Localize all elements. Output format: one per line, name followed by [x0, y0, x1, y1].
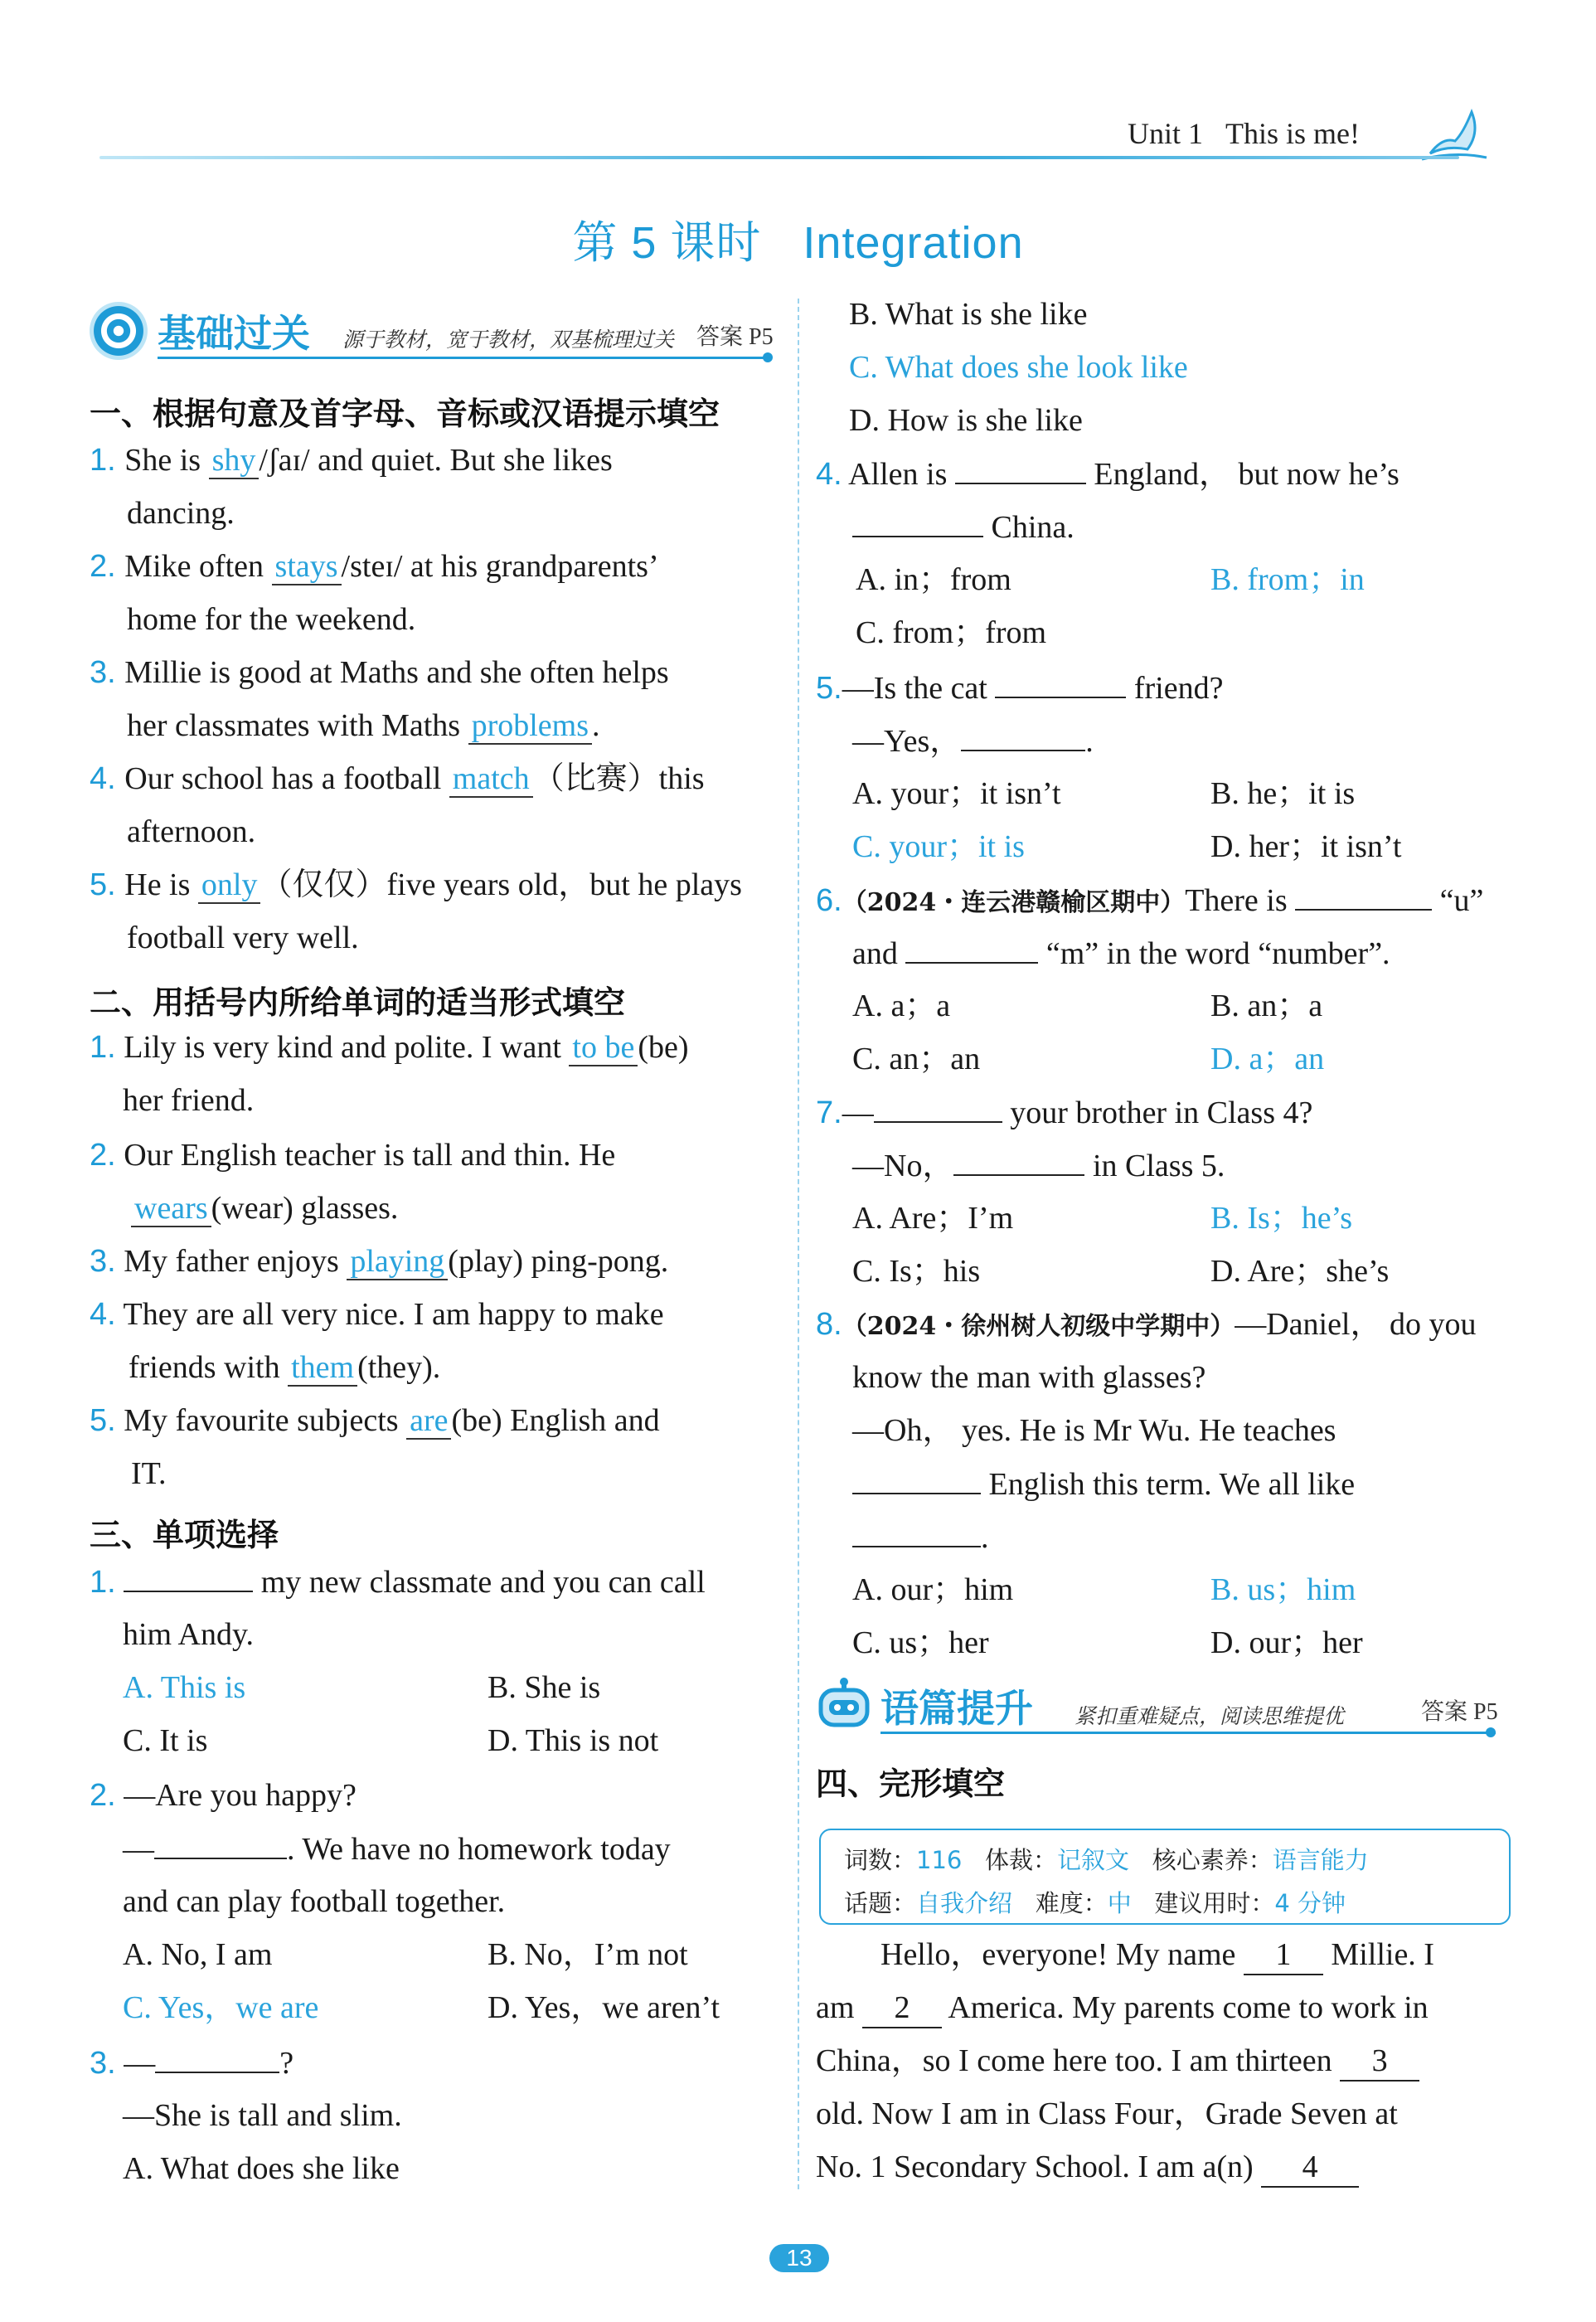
- p3-q3-line1: [90, 2043, 293, 2082]
- text: Millie. I: [1322, 1937, 1434, 1972]
- passage-line: [816, 1989, 1429, 2028]
- column-divider: [798, 299, 799, 2189]
- p1-q2-line2: [127, 600, 415, 639]
- option-d[interactable]: D. How is she like: [849, 403, 1083, 438]
- option-c-correct[interactable]: C. What does she look like: [849, 350, 1188, 385]
- text: Our school has a football: [124, 761, 449, 796]
- value: 自我介绍: [916, 1889, 1013, 1917]
- text: America. My parents come to work in: [941, 1990, 1429, 2025]
- p2-q1-line2: her friend.: [123, 1083, 255, 1118]
- answer: them: [288, 1350, 357, 1387]
- label: 体裁：: [985, 1846, 1058, 1874]
- option-d[interactable]: D. This is not: [488, 1723, 659, 1758]
- answer-blank[interactable]: [124, 1562, 253, 1592]
- robot-icon: [816, 1675, 872, 1732]
- answer: problems: [468, 708, 592, 745]
- option-b[interactable]: B. No，I’m not: [488, 1937, 688, 1972]
- p3-q2-line3: and can play football together.: [123, 1884, 506, 1919]
- text: dancing.: [127, 496, 235, 531]
- text: friends with: [129, 1350, 289, 1385]
- option-a-correct[interactable]: A. This is: [123, 1670, 246, 1705]
- label: 核心素养：: [1152, 1846, 1273, 1874]
- p1-q5-line1: [90, 866, 742, 904]
- label: 难度：: [1035, 1889, 1108, 1917]
- option-d[interactable]: D. her；it isn’t: [1210, 829, 1402, 864]
- p1-q2-line1: [90, 547, 659, 585]
- value: 记叙文: [1057, 1846, 1130, 1874]
- p1-q5-line2: [127, 919, 359, 957]
- text: (they).: [357, 1350, 441, 1385]
- text: “u”: [1432, 883, 1484, 918]
- text: —: [842, 1095, 874, 1130]
- text: friend?: [1126, 671, 1224, 706]
- p3-q8-line4: [852, 1465, 1355, 1503]
- cloze-blank[interactable]: 1: [1244, 1936, 1323, 1975]
- banner-title: 语篇提升: [880, 1686, 1033, 1731]
- part4-heading: 四、完形填空: [816, 1766, 1006, 1802]
- option-a[interactable]: A. in；from: [856, 562, 1011, 597]
- p1-q3-line1: [90, 653, 669, 692]
- answer-blank[interactable]: [995, 668, 1126, 698]
- info-row-2: [844, 1885, 1346, 1919]
- option-a[interactable]: A. Are；I’m: [852, 1201, 1014, 1236]
- question-number: 2.: [90, 1138, 116, 1173]
- text: . We have no homework today: [287, 1832, 671, 1867]
- option-b-correct[interactable]: B. us；him: [1210, 1572, 1356, 1607]
- banner-rule: [880, 1732, 1496, 1734]
- p2-q2-line2: [131, 1189, 398, 1227]
- answer-blank[interactable]: [155, 2043, 279, 2073]
- lesson-topic: Integration: [803, 218, 1024, 268]
- option-d[interactable]: D. Are；she’s: [1210, 1254, 1390, 1289]
- p2-q4-line2: [129, 1348, 440, 1387]
- option-b-correct[interactable]: B. Is；he’s: [1210, 1201, 1353, 1236]
- text: afternoon.: [127, 814, 256, 849]
- question-number: 7.: [816, 1095, 842, 1130]
- p3-q8-line3: —Oh， yes. He is Mr Wu. He teaches: [852, 1413, 1336, 1448]
- label: 词数：: [844, 1846, 917, 1874]
- text: Our English teacher is tall and thin. He: [124, 1138, 616, 1173]
- p3-q1-line1: [90, 1562, 706, 1601]
- banner-answer-ref: 答案 P5: [1421, 1699, 1498, 1725]
- text: .: [1085, 724, 1094, 759]
- part1-heading: 一、根据句意及首字母、音标或汉语提示填空: [90, 396, 720, 432]
- question-number: 5.: [816, 671, 842, 706]
- text: football very well.: [127, 921, 359, 955]
- section-banner-reading: [816, 1675, 1504, 1742]
- option-c-correct[interactable]: C. your；it is: [852, 829, 1025, 864]
- text: China，so I come here too. I am thirteen: [816, 2043, 1341, 2078]
- option-c[interactable]: C. from；from: [856, 615, 1047, 650]
- answer-blank[interactable]: [1295, 881, 1432, 911]
- unit-label: Unit 1: [1128, 117, 1204, 150]
- banner-rule: [158, 357, 771, 359]
- label: 建议用时：: [1154, 1889, 1275, 1917]
- p3-q8-line1: [816, 1305, 1477, 1346]
- text: （比赛）this: [532, 761, 705, 796]
- text: (be) English and: [451, 1403, 660, 1438]
- option-d[interactable]: D. Yes，we aren’t: [488, 1990, 720, 2025]
- banner-title: 基础过关: [158, 311, 310, 356]
- text: and: [852, 936, 906, 971]
- text: “m” in the word “number”.: [1038, 936, 1390, 971]
- question-number: 2.: [90, 549, 125, 584]
- p3-q4-line2: [852, 508, 1075, 546]
- question-number: 4.: [90, 1297, 116, 1332]
- text: —No，: [852, 1149, 954, 1183]
- answer: shy: [209, 443, 260, 479]
- part3-heading: 三、单项选择: [90, 1517, 279, 1553]
- p2-q5-line2: IT.: [131, 1456, 167, 1491]
- p3-q8-line5: [852, 1518, 989, 1557]
- text: No. 1 Secondary School. I am a(n): [816, 2150, 1262, 2184]
- page-number: 13: [769, 2244, 829, 2272]
- p3-q7-line1: [816, 1093, 1312, 1132]
- p3-q5-line1: [816, 668, 1223, 707]
- text: —Are you happy?: [124, 1778, 357, 1813]
- banner-dot: [1486, 1727, 1496, 1737]
- option-a[interactable]: A. our；him: [852, 1572, 1014, 1607]
- answer-blank[interactable]: [953, 1146, 1084, 1176]
- question-number: 6.: [816, 883, 842, 918]
- text: in Class 5.: [1084, 1149, 1225, 1183]
- option-d[interactable]: D. our；her: [1210, 1625, 1363, 1660]
- p3-q2-line1: [90, 1776, 357, 1814]
- p3-q6-line1: [816, 881, 1483, 922]
- p3-q4-line1: [816, 454, 1400, 493]
- p2-q2-line1: [90, 1136, 615, 1174]
- answer: only: [198, 867, 261, 904]
- question-number: 1.: [90, 1565, 116, 1600]
- answer: match: [449, 761, 533, 798]
- text: —: [123, 1832, 154, 1867]
- text: （仅仅）five years old，but he plays: [260, 867, 742, 902]
- option-c[interactable]: C. It is: [123, 1723, 208, 1758]
- value: 116: [916, 1846, 963, 1874]
- text: English this term. We all like: [981, 1467, 1356, 1502]
- option-b[interactable]: B. an；a: [1210, 989, 1323, 1023]
- source-note: （2024・徐州树人初级中学期中）: [842, 1312, 1235, 1341]
- p3-q7-line2: [852, 1146, 1225, 1185]
- banner-subtitle: 源于教材，宽于教材，双基梳理过关: [342, 328, 675, 352]
- p1-q4-line1: [90, 760, 705, 798]
- option-a[interactable]: A. your；it isn’t: [852, 776, 1061, 811]
- option-d-correct[interactable]: D. a；an: [1210, 1042, 1325, 1076]
- text: There is: [1185, 883, 1296, 918]
- answer-blank[interactable]: [874, 1093, 1002, 1123]
- info-box: [819, 1829, 1511, 1925]
- text: He is: [124, 867, 198, 902]
- answer-blank[interactable]: [154, 1829, 287, 1859]
- text: (be): [638, 1030, 689, 1065]
- text: Allen is: [848, 457, 955, 492]
- option-c-correct[interactable]: C. Yes，we are: [123, 1990, 319, 2025]
- text: your brother in Class 4?: [1002, 1095, 1313, 1130]
- target-icon: [90, 302, 148, 360]
- option-b-correct[interactable]: B. from；in: [1210, 562, 1365, 597]
- answer-blank[interactable]: [852, 1518, 981, 1547]
- cloze-blank[interactable]: 2: [862, 1989, 942, 2028]
- question-number: 4.: [816, 457, 842, 492]
- banner-answer-ref: 答案 P5: [696, 324, 774, 350]
- option-b[interactable]: B. he；it is: [1210, 776, 1356, 811]
- question-number: 1.: [90, 443, 125, 478]
- answer: to be: [569, 1030, 638, 1066]
- passage-line: [880, 1936, 1434, 1975]
- text: They are all very nice. I am happy to make: [123, 1297, 664, 1332]
- passage-line: old. Now I am in Class Four，Grade Seven at: [816, 2096, 1398, 2131]
- running-header: [1128, 116, 1360, 151]
- text: /steɪ/ at his grandparents’: [341, 549, 659, 584]
- text: England， but now he’s: [1085, 457, 1400, 492]
- text: Hello，everyone! My name: [880, 1937, 1244, 1972]
- passage-line: [816, 2148, 1359, 2188]
- text: Mike often: [124, 549, 272, 584]
- cloze-blank[interactable]: 3: [1340, 2042, 1419, 2082]
- answer-blank[interactable]: [852, 508, 983, 537]
- text: Millie is good at Maths and she often helps: [124, 655, 669, 690]
- text: .: [981, 1520, 989, 1555]
- value: 中: [1107, 1889, 1132, 1917]
- answer: playing: [347, 1244, 448, 1280]
- answer: wears: [131, 1191, 211, 1227]
- p1-q1-line1: [90, 441, 613, 479]
- lesson-number: 第 5 课时: [572, 218, 762, 268]
- option-c[interactable]: C. us；her: [852, 1625, 989, 1660]
- p3-q6-line2: [852, 934, 1390, 973]
- option-c[interactable]: C. Is；his: [852, 1254, 981, 1289]
- section-banner-basic: [90, 300, 778, 367]
- question-number: 2.: [90, 1778, 116, 1813]
- p3-q5-line2: [852, 721, 1094, 760]
- p3-q1-line2: him Andy.: [123, 1617, 254, 1652]
- banner-subtitle: 紧扣重难疑点，阅读思维提优: [1075, 1704, 1345, 1728]
- answer-blank[interactable]: [905, 934, 1038, 964]
- text: Lily is very kind and polite. I want: [124, 1030, 570, 1065]
- text: My favourite subjects: [124, 1403, 407, 1438]
- text: —Daniel， do you: [1235, 1307, 1477, 1342]
- option-a[interactable]: A. What does she like: [123, 2151, 400, 2186]
- question-number: 5.: [90, 1403, 116, 1438]
- question-number: 1.: [90, 1030, 116, 1065]
- question-number: 4.: [90, 761, 125, 796]
- banner-dot: [763, 352, 773, 362]
- cloze-blank[interactable]: 4: [1261, 2148, 1359, 2188]
- label: 话题：: [844, 1889, 917, 1917]
- part2-heading: 二、用括号内所给单词的适当形式填空: [90, 984, 626, 1021]
- text: —Yes，: [852, 724, 962, 759]
- question-number: 3.: [90, 1244, 116, 1279]
- p2-q3: [90, 1242, 668, 1280]
- passage-line: [816, 2042, 1419, 2082]
- p3-q2-line2: [123, 1829, 671, 1868]
- page-title: [0, 207, 1596, 271]
- text: am: [816, 1990, 862, 2025]
- answer: stays: [272, 549, 342, 585]
- question-number: 3.: [90, 655, 125, 690]
- question-number: 8.: [816, 1307, 842, 1342]
- option-a[interactable]: A. a；a: [852, 989, 951, 1023]
- p1-q1-line2: [127, 494, 235, 532]
- p1-q3-line2: [127, 707, 600, 745]
- p2-q1-line1: [90, 1028, 689, 1066]
- text: —: [124, 2046, 156, 2081]
- text: home for the weekend.: [127, 602, 416, 637]
- answer-blank[interactable]: [955, 454, 1086, 484]
- text: (wear) glasses.: [211, 1191, 399, 1226]
- question-number: 5.: [90, 867, 125, 902]
- p2-q5-line1: [90, 1401, 660, 1440]
- info-row-1: [844, 1842, 1369, 1876]
- text: (play) ping-pong.: [448, 1244, 669, 1279]
- text: /ʃaɪ/ and quiet. But she likes: [259, 443, 613, 478]
- text: ?: [279, 2046, 294, 2081]
- answer-blank[interactable]: [961, 721, 1085, 751]
- option-c[interactable]: C. an；an: [852, 1042, 981, 1076]
- option-b[interactable]: B. She is: [488, 1670, 601, 1705]
- p1-q4-line2: [127, 813, 255, 851]
- unit-title: This is me!: [1225, 117, 1360, 150]
- question-number: 3.: [90, 2046, 116, 2081]
- answer-blank[interactable]: [852, 1465, 981, 1494]
- option-a[interactable]: A. No, I am: [123, 1937, 273, 1972]
- p3-q3-line2: —She is tall and slim.: [123, 2098, 402, 2133]
- value: 语言能力: [1272, 1846, 1369, 1874]
- text: —Is the cat: [842, 671, 996, 706]
- header-rule: [99, 156, 1459, 159]
- p2-q4-line1: [90, 1295, 664, 1333]
- source-note: （2024・连云港赣榆区期中）: [842, 888, 1186, 917]
- text: She is: [124, 443, 209, 478]
- text: her classmates with Maths: [127, 708, 468, 743]
- answer: are: [406, 1403, 451, 1440]
- p3-q8-line2: know the man with glasses?: [852, 1360, 1206, 1395]
- text: China.: [983, 510, 1075, 545]
- text: my new classmate and you can call: [253, 1565, 706, 1600]
- option-b[interactable]: B. What is she like: [849, 297, 1088, 332]
- value: 4 分钟: [1274, 1889, 1346, 1917]
- text: My father enjoys: [124, 1244, 347, 1279]
- text: .: [592, 708, 600, 743]
